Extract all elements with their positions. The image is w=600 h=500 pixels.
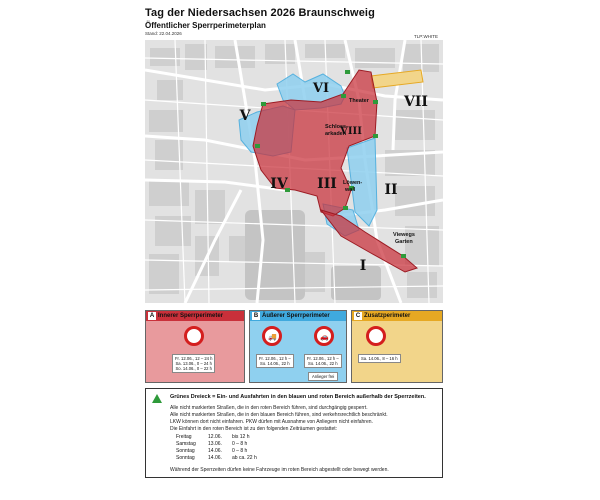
place-label-viewegs-garten-1: Viewegs (393, 232, 415, 238)
no-vehicles-sign-icon (184, 326, 204, 346)
zone-label-vi: VI (312, 81, 330, 96)
zone-label-iii: III (317, 176, 337, 192)
classification-label: TLP:WHITE (414, 34, 439, 39)
inner-perimeter-panel (145, 310, 245, 383)
no-trucks-sign-icon: 🚚 (262, 326, 282, 346)
zone-label-v: V (239, 108, 251, 124)
zone-label-viii: VIII (340, 126, 362, 137)
panel-letter-c: C (355, 313, 361, 319)
inner-perimeter-title: Innerer Sperrperimeter (158, 313, 224, 319)
outer-perimeter-panel (249, 310, 347, 383)
page-title: Tag der Niedersachsen 2026 Braunschweig (145, 7, 375, 19)
perimeter-legend (145, 310, 443, 383)
outer-perimeter-truck-dates: Fr. 12.06., 12 h – So. 14.06., 22 h (256, 354, 294, 368)
place-label-schlossarkaden-2: arkaden (325, 131, 347, 137)
extra-perimeter-header (352, 311, 442, 321)
zone-label-iv: IV (270, 176, 288, 192)
zone-label-ii: II (384, 182, 398, 198)
info-heading: Grünes Dreieck = Ein- und Ausfahrten in den blauen und roten Bereich außerhalb der Sperrzeiten. (170, 394, 426, 400)
no-vehicles-sign-icon (366, 326, 386, 346)
info-line: Alle nicht markierten Straßen, die in den blauen Bereich führen, sind verkehrsrechtlich beschränkt. (170, 412, 388, 418)
zone-label-vii: VII (404, 94, 428, 110)
stand-date: Stand: 22.04.2026 (145, 31, 182, 36)
perimeter-map[interactable] (145, 40, 443, 303)
schedule-row: Freitag 12.06. bis 12 h (176, 434, 250, 440)
panel-letter-a: A (149, 313, 155, 319)
place-label-loewenwall-1: Löwen- (343, 180, 363, 186)
info-line: Alle nicht markierten Straßen, die in den roten Bereich führen, sind durchgängig gesperrt. (170, 405, 368, 411)
info-line: LKW können dort nicht einfahren. PKW dürfen mit Ausnahme von Anliegern nicht einfahren. (170, 419, 373, 425)
panel-letter-b: B (253, 313, 259, 319)
outer-perimeter-title: Äußerer Sperrperimeter (262, 313, 330, 319)
green-triangle-icon (152, 394, 162, 403)
extra-perimeter-title: Zusatzperimeter (364, 313, 411, 319)
info-footer: Während der Sperrzeiten dürfen keine Fahrzeuge im roten Bereich abgestellt oder bewegt werden. (170, 467, 389, 473)
inner-perimeter-dates: Fr. 12.06., 12 – 24 h Sa. 13.06., 0 – 24 h So. 14.06., 0 – 22 h (172, 354, 215, 373)
no-cars-sign-icon: 🚗 (314, 326, 334, 346)
outer-perimeter-car-dates: Fr. 12.06., 12 h – So. 14.06., 22 h (304, 354, 342, 368)
zone-label-i: I (359, 258, 367, 274)
map-svg (145, 40, 443, 303)
schedule-row: Samstag 13.06. 0 – 8 h (176, 441, 248, 447)
outer-perimeter-header (250, 311, 346, 321)
place-label-theater: Theater (349, 98, 369, 104)
page-subtitle: Öffentlicher Sperrperimeterplan (145, 21, 266, 30)
anlieger-frei-label: Anlieger frei (308, 372, 338, 381)
extra-perimeter-dates: Sa. 14.06., 8 – 16 h (358, 354, 401, 363)
info-box (145, 388, 443, 478)
place-label-schlossarkaden-1: Schloss- (325, 124, 348, 130)
entry-schedule (176, 434, 257, 462)
schedule-row: Sonntag 14.06. ab ca. 22 h (176, 455, 257, 461)
inner-perimeter-header (146, 311, 244, 321)
schedule-intro: Die Einfahrt in den roten Bereich ist zu den folgenden Zeiträumen gestattet: (170, 426, 338, 432)
place-label-viewegs-garten-2: Garten (395, 239, 413, 245)
place-label-loewenwall-2: wall (345, 187, 356, 193)
extra-perimeter-panel (351, 310, 443, 383)
schedule-row: Sonntag 14.06. 0 – 8 h (176, 448, 248, 454)
